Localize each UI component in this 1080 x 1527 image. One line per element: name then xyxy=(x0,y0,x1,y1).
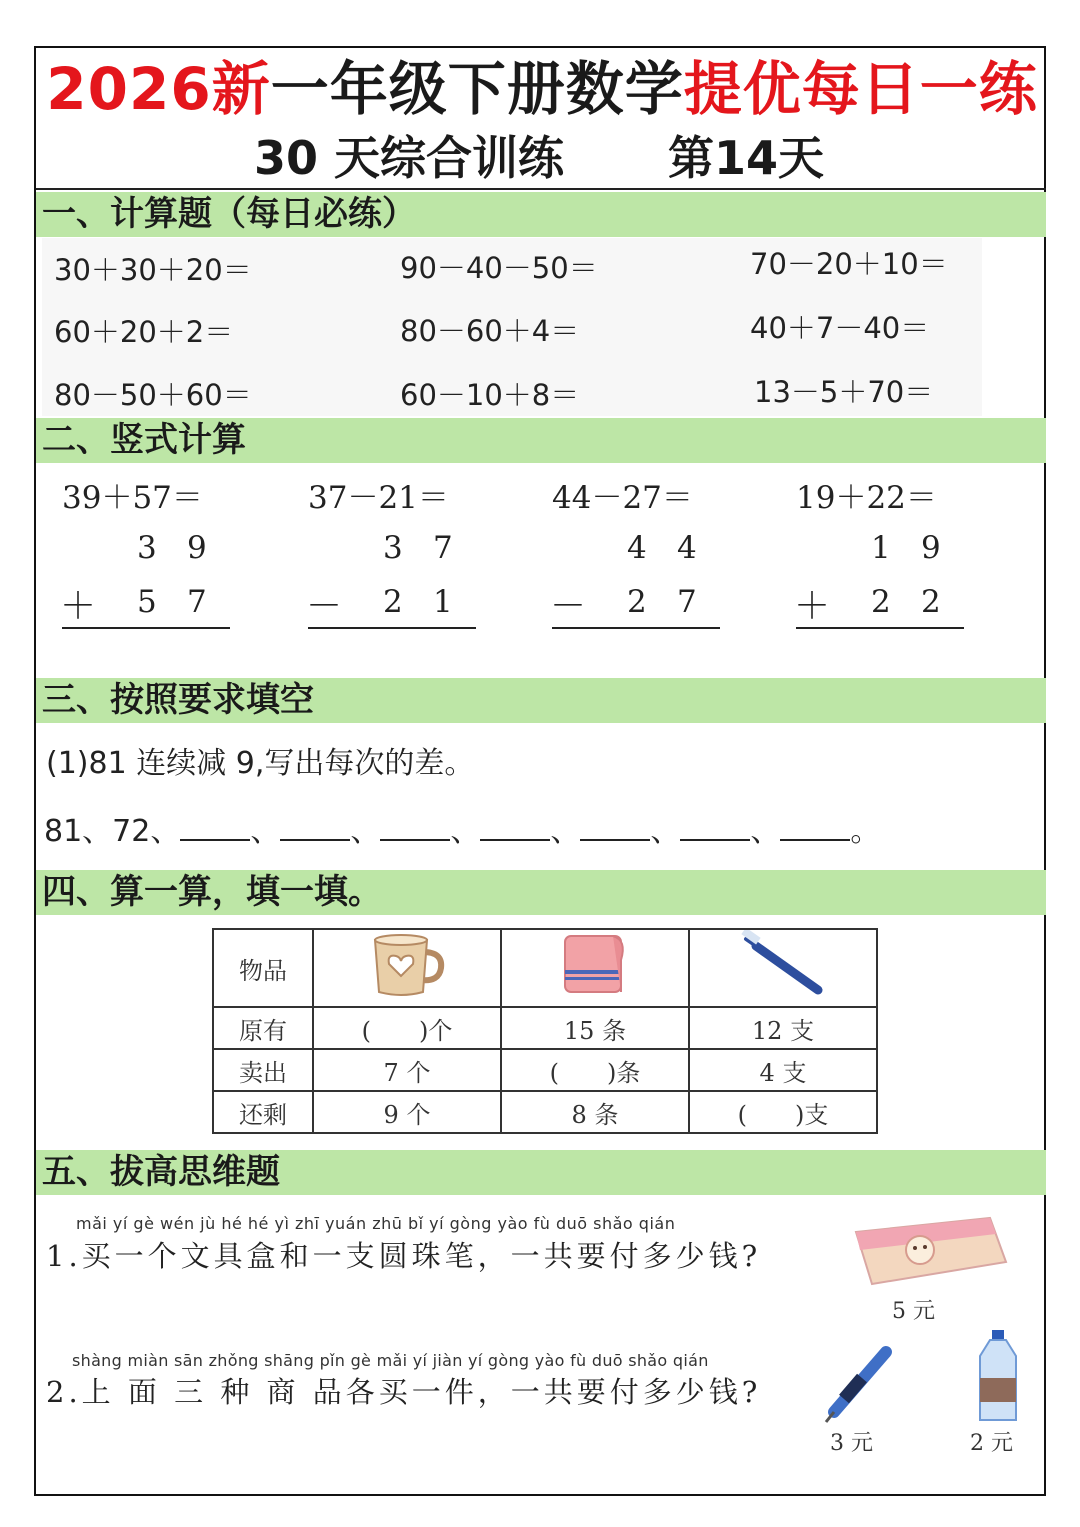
answer-line xyxy=(796,627,964,629)
row-label: 还剩 xyxy=(213,1091,313,1133)
digit: 1 xyxy=(871,530,891,566)
table-cell: 7 个 xyxy=(313,1049,501,1091)
water-bottle-icon xyxy=(976,1328,1020,1424)
digit: 2 xyxy=(383,584,403,620)
digit: 9 xyxy=(187,530,207,566)
calc-item: 80－50＋60＝ xyxy=(54,378,252,412)
answer-line xyxy=(62,627,230,629)
subtitle-training: 30 天综合训练 xyxy=(254,131,565,185)
table-cell: 12 支 xyxy=(689,1007,877,1049)
table-cell: 8 条 xyxy=(501,1091,689,1133)
plus-sign: ＋ xyxy=(60,586,97,627)
answer-blank[interactable] xyxy=(680,817,750,841)
digit: 9 xyxy=(921,530,941,566)
answer-blank[interactable] xyxy=(480,817,550,841)
digit: 2 xyxy=(627,584,647,620)
main-title: 2026新一年级下册数学提优每日一练 xyxy=(46,55,1038,123)
section4-heading: 四、算一算，填一填。 xyxy=(36,870,1046,915)
item-cell xyxy=(501,929,689,1007)
table-cell[interactable]: ( )支 xyxy=(689,1091,877,1133)
plus-sign: ＋ xyxy=(794,586,831,627)
water-price: 2 元 xyxy=(970,1431,1013,1456)
section2-heading: 二、竖式计算 xyxy=(36,418,1046,463)
sequence-fill: 81、72、 、 、 、 、 、 、 。 xyxy=(44,814,881,849)
calc-item: 30＋30＋20＝ xyxy=(54,253,252,287)
calc-item: 70－20＋10＝ xyxy=(750,247,948,281)
pencil-case-icon xyxy=(850,1212,1010,1292)
calc-item: 13－5＋70＝ xyxy=(754,375,934,409)
question-1: 1.买一个文具盒和一支圆珠笔，一共要付多少钱? xyxy=(46,1239,762,1273)
answer-line xyxy=(552,627,720,629)
row-label: 原有 xyxy=(213,1007,313,1049)
mug-icon xyxy=(367,930,447,1000)
table-cell: 15 条 xyxy=(501,1007,689,1049)
minus-sign: － xyxy=(306,586,343,627)
table-cell[interactable]: ( )条 xyxy=(501,1049,689,1091)
answer-blank[interactable] xyxy=(280,817,350,841)
section5-heading: 五、拔高思维题 xyxy=(36,1150,1046,1195)
section3-heading: 三、按照要求填空 xyxy=(36,678,1046,723)
calc-item: 90－40－50＝ xyxy=(400,251,598,285)
calc-item: 60＋20＋2＝ xyxy=(54,315,234,349)
answer-blank[interactable] xyxy=(180,817,250,841)
pinyin-line: shàng miàn sān zhǒng shāng pǐn gè mǎi yí jiàn yí gòng yào fù duō shǎo qián xyxy=(72,1351,709,1370)
subtitle-day: 第14天 xyxy=(668,131,825,185)
vertical-problem-2: 37－21＝ xyxy=(308,480,449,516)
calc-item: 60－10＋8＝ xyxy=(400,378,580,412)
toothbrush-icon xyxy=(738,930,828,1000)
calc-item: 40＋7－40＝ xyxy=(750,311,930,345)
question-2: 2.上 面 三 种 商 品各买一件，一共要付多少钱? xyxy=(46,1375,762,1409)
digit: 2 xyxy=(921,584,941,620)
digit: 7 xyxy=(677,584,697,620)
worksheet xyxy=(34,46,1046,1496)
table-cell: 4 支 xyxy=(689,1049,877,1091)
row-label: 物品 xyxy=(213,929,313,1007)
digit: 3 xyxy=(137,530,157,566)
answer-blank[interactable] xyxy=(380,817,450,841)
digit: 5 xyxy=(137,584,157,620)
item-cell xyxy=(689,929,877,1007)
table-cell[interactable]: ( )个 xyxy=(313,1007,501,1049)
pencil-case-price: 5 元 xyxy=(892,1299,935,1324)
digit: 3 xyxy=(383,530,403,566)
minus-sign: － xyxy=(550,586,587,627)
digit: 4 xyxy=(627,530,647,566)
answer-blank[interactable] xyxy=(780,817,850,841)
pinyin-line: mǎi yí gè wén jù hé hé yì zhī yuán zhū bǐ yí gòng yào fù duō shǎo qián xyxy=(76,1214,676,1233)
calc-item: 80－60＋4＝ xyxy=(400,314,580,348)
answer-blank[interactable] xyxy=(580,817,650,841)
digit: 4 xyxy=(677,530,697,566)
item-cell xyxy=(313,929,501,1007)
title-divider xyxy=(36,188,1046,190)
pen-icon xyxy=(822,1344,902,1424)
section1-heading: 一、计算题（每日必练） xyxy=(36,192,1046,237)
towel-icon xyxy=(555,930,635,1000)
table-cell: 9 个 xyxy=(313,1091,501,1133)
fill-question: (1)81 连续减 9,写出每次的差。 xyxy=(46,746,475,781)
pen-price: 3 元 xyxy=(830,1431,873,1456)
digit: 7 xyxy=(187,584,207,620)
vertical-problem-1: 39＋57＝ xyxy=(62,480,203,516)
digit: 1 xyxy=(433,584,453,620)
goods-table xyxy=(212,928,878,1134)
subtitle xyxy=(36,128,1048,188)
answer-line xyxy=(308,627,476,629)
vertical-problem-4: 19＋22＝ xyxy=(796,480,937,516)
vertical-problem-3: 44－27＝ xyxy=(552,480,693,516)
digit: 7 xyxy=(433,530,453,566)
row-label: 卖出 xyxy=(213,1049,313,1091)
digit: 2 xyxy=(871,584,891,620)
